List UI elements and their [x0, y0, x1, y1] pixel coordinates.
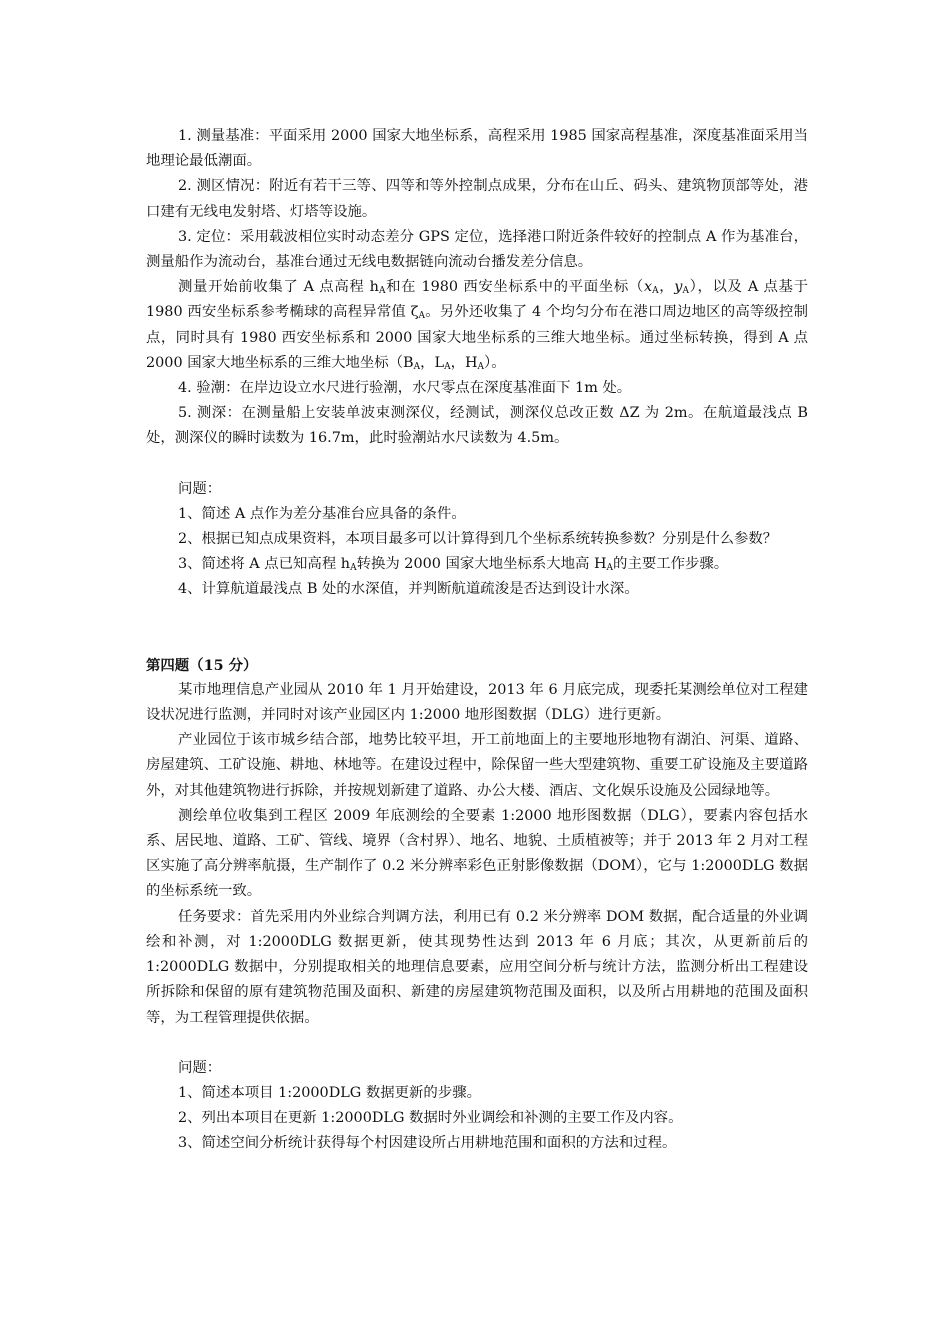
positioning-paragraph: 3. 定位：采用载波相位实时动态差分 GPS 定位，选择港口附近条件较好的控制点 A 作为基准台，测量船作为流动台，基准台通过无线电数据链向流动台播发差分信息。	[146, 228, 808, 271]
task-requirements-paragraph: 任务要求：首先采用内外业综合判调方法，利用已有 0.2 米分辨率 DOM 数据，配合适量的外业调绘和补测，对 1:2000DLG 数据更新，使其现势性达到 2013 年 6 月底；其次，从更新前后的 1:2000DLG 数据中，分别提取相关的地理信息要素，应用空间分析与统计方法，监测分析出工程建设所拆除和保留的原有建筑物范围及面积、新建的房屋建筑物范围及面积，以及所占用耕地的范围及面积等，为工程管理提供依据。	[146, 908, 808, 1026]
project-intro-paragraph: 某市地理信息产业园从 2010 年 1 月开始建设，2013 年 6 月底完成，现委托某测绘单位对工程建设状况进行监测，并同时对该产业园区内 1:2000 地形图数据（DLG）进行更新。	[146, 681, 808, 724]
data-collection-paragraph: 测绘单位收集到工程区 2009 年底测绘的全要素 1:2000 地形图数据（DLG），要素内容包括水系、居民地、道路、工矿、管线、境界（含村界）、地名、地貌、土质植被等；并于 2013 年 2 月对工程区实施了高分辨率航摄，生产制作了 0.2 米分辨率彩色正射影像数据（DOM），它与 1:2000DLG 数据的坐标系统一致。	[146, 807, 808, 900]
survey-area-paragraph: 2. 测区情况：附近有若干三等、四等和等外控制点成果，分布在山丘、码头、建筑物顶部等处，港口建有无线电发射塔、灯塔等设施。	[146, 178, 808, 220]
question-item: 3、简述空间分析统计获得每个村因建设所占用耕地范围和面积的方法和过程。	[178, 1135, 677, 1152]
question-item: 2、根据已知点成果资料，本项目最多可以计算得到几个坐标系统转换参数？分别是什么参数？	[178, 531, 778, 548]
questions-heading: 问题：	[178, 480, 222, 497]
questions-heading: 问题：	[178, 1059, 222, 1076]
sounding-paragraph: 5. 测深：在测量船上安装单波束测深仪，经测试，测深仪总改正数 ΔZ 为 2m。在航道最浅点 B 处，测深仪的瞬时读数为 16.7m，此时验潮站水尺读数为 4.5m。	[146, 405, 808, 447]
datum-paragraph: 1. 测量基准：平面采用 2000 国家大地坐标系，高程采用 1985 国家高程基准，深度基准面采用当地理论最低潮面。	[146, 128, 808, 170]
question-item: 3、简述将 A 点已知高程 $h_A$转换为 2000 国家大地坐标系大地高 $H_A$的主要工作步骤。	[178, 556, 729, 574]
document-page	[146, 124, 808, 1157]
spacer	[146, 452, 808, 477]
question-item: 1、简述本项目 1:2000DLG 数据更新的步骤。	[178, 1084, 481, 1101]
question-item: 4、计算航道最浅点 B 处的水深值，并判断航道疏浚是否达到设计水深。	[178, 581, 639, 598]
spacer	[146, 603, 808, 653]
tide-gauge-paragraph: 4. 验潮：在岸边设立水尺进行验潮，水尺零点在深度基准面下 1m 处。	[178, 380, 632, 397]
spacer	[146, 1031, 808, 1056]
question-item: 2、列出本项目在更新 1:2000DLG 数据时外业调绘和补测的主要工作及内容。	[178, 1110, 683, 1127]
park-description-paragraph: 产业园位于该市城乡结合部，地势比较平坦，开工前地面上的主要地形地物有湖泊、河渠、道路、房屋建筑、工矿设施、耕地、林地等。在建设过程中，除保留一些大型建筑物、重要工矿设施及主要道路外，对其他建筑物进行拆除，并按规划新建了道路、办公大楼、酒店、文化娱乐设施及公园绿地等。	[146, 732, 808, 799]
coordinate-collection-paragraph: 测量开始前收集了 A 点高程 $h_A$和在 1980 西安坐标系中的平面坐标（$x_A$，$y_A$），以及 A 点基于 1980 西安坐标系参考椭球的高程异常值 $\zeta_A$。另外还收集了 4 个均匀分布在港口周边地区的高等级控制点，同时具有 1980 西安坐标系和 2000 国家大地坐标系的三维大地坐标。通过坐标转换，得到 A 点 2000 国家大地坐标系的三维大地坐标（$B_A$，$L_A$，$H_A$）。	[146, 279, 809, 372]
question-item: 1、简述 A 点作为差分基准台应具备的条件。	[178, 505, 466, 522]
section-title: 第四题（15 分）	[146, 656, 258, 674]
